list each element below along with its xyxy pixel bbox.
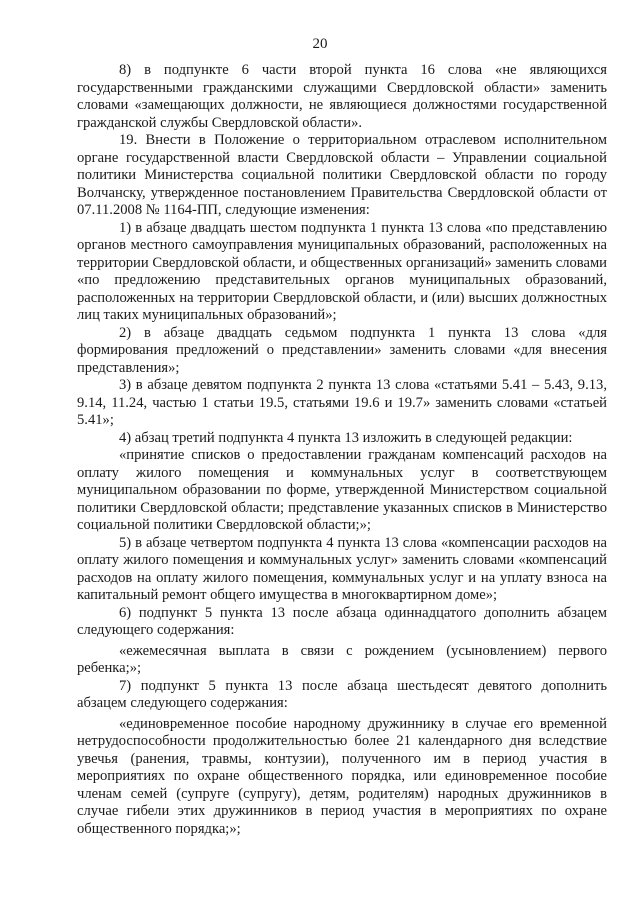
paragraph-item-5: 5) в абзаце четвертом подпункта 4 пункта 13 слова «компенсации расходов на оплату жилого помещения и коммунальных услуг» заменить словами «компенсаций расходов на оплату жилого помещения, коммунальных услуг и на уплату взноса на капитальный ремонт общего имущества в многоквартирном доме»; xyxy=(77,534,607,603)
paragraph-item-8: 8) в подпункте 6 части второй пункта 16 слова «не являющихся государственными гражданскими служащими Свердловской области» заменить словами «замещающих должности, не являющиеся должностями государственной гражданской службы Свердловской области». xyxy=(77,62,607,131)
paragraph-quote-lists: «принятие списков о предоставлении гражданам компенсаций расходов на оплату жилого помещения и коммунальных услуг в соответствующем муниципальном образовании по форме, утвержденной Министерством социальной политики Свердловской области; представление указанных списков в Министерство социальной политики Свердловской области;»; xyxy=(77,447,607,533)
paragraph-section-19: 19. Внести в Положение о территориальном отраслевом исполнительном органе государственной власти Свердловской области – Управлении социальной политики Министерства социальной политики Свердловской области по городу Волчанску, утвержденное постановлением Правительства Свердловской области от 07.11.2008 № 1164-ПП, следующие изменения: xyxy=(77,132,607,218)
paragraph-item-6: 6) подпункт 5 пункта 13 после абзаца одиннадцатого дополнить абзацем следующего содержания: xyxy=(77,604,607,638)
paragraph-quote-lump-sum: «единовременное пособие народному дружиннику в случае его временной нетрудоспособности продолжительностью более 21 календарного дня вследствие увечья (ранения, травмы, контузии), полученного им в период участия в мероприятиях по охране общественного порядка, или единовременное пособие членам семей (супруге (супругу), детям, родителям) народных дружинников в случае гибели этих дружинников в период участия в мероприятиях по охране общественного порядка;»; xyxy=(77,715,607,837)
page-number: 20 xyxy=(312,36,328,52)
paragraph-item-4: 4) абзац третий подпункта 4 пункта 13 изложить в следующей редакции: xyxy=(119,429,573,446)
paragraph-item-7: 7) подпункт 5 пункта 13 после абзаца шестьдесят девятого дополнить абзацем следующего содержания: xyxy=(77,677,607,711)
paragraph-quote-monthly-payment: «ежемесячная выплата в связи с рождением (усыновлением) первого ребенка;»; xyxy=(77,642,607,676)
paragraph-item-1: 1) в абзаце двадцать шестом подпункта 1 пункта 13 слова «по представлению органов местного самоуправления муниципальных образований, расположенных на территории Свердловской области, и общественных организаций» заменить словами «по предложению представительных органов муниципальных образований, расположенных на территории Свердловской области, и (или) высших должностных лиц таких муниципальных образований»; xyxy=(77,219,607,323)
document-body xyxy=(77,62,607,838)
paragraph-item-3: 3) в абзаце девятом подпункта 2 пункта 13 слова «статьями 5.41 – 5.43, 9.13, 9.14, 11.24, частью 1 статьи 19.5, статьями 19.6 и 19.7» заменить словами «статьей 5.41»; xyxy=(77,377,607,428)
paragraph-item-2: 2) в абзаце двадцать седьмом подпункта 1 пункта 13 слова «для формирования предложений о представлении» заменить словами «для внесения представления»; xyxy=(77,324,607,376)
